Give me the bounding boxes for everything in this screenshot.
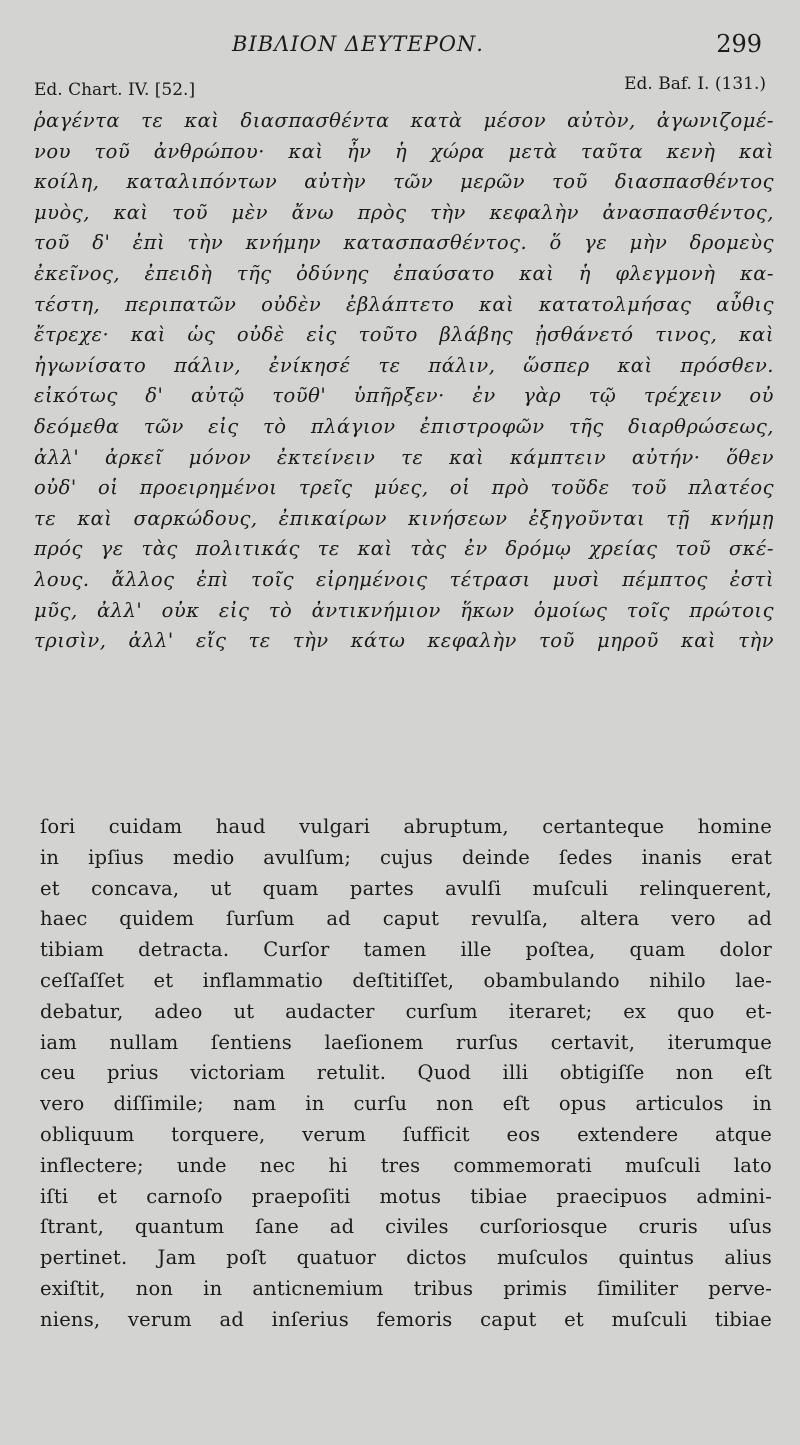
latin-text-line: pertinet. Jam poſt quatuor dictos muſculos quintus alius <box>40 1246 772 1270</box>
latin-text-line: et concava, ut quam partes avulſi muſculi relinquerent, <box>40 876 772 900</box>
latin-text-line: ceſſaſſet et inflammatio deſtitiſſet, obambulando nihilo lae- <box>40 968 772 992</box>
greek-text-line: ἠγωνίσατο πάλιν, ἐνίκησέ τε πάλιν, ὥσπερ καὶ πρόσθεν. <box>34 353 774 377</box>
page-number: 299 <box>716 30 762 58</box>
greek-text-line: οὐδ' οἱ προειρημένοι τρεῖς μύες, οἱ πρὸ τοῦδε τοῦ πλατέος <box>34 476 774 500</box>
edition-chart-reference: Ed. Chart. IV. [52.] <box>34 80 196 100</box>
latin-text-line: in ipſius medio avulſum; cujus deinde ſedes inanis erat <box>40 845 772 869</box>
greek-text-line: τε καὶ σαρκώδους, ἐπικαίρων κινήσεων ἐξηγοῦνται τῇ κνήμῃ <box>34 506 774 530</box>
latin-text-line: exiſtit, non in anticnemium tribus primis ſimiliter perve- <box>40 1276 772 1300</box>
greek-text-line: πρός γε τὰς πολιτικάς τε καὶ τὰς ἐν δρόμῳ χρείας τοῦ σκέ- <box>34 537 774 561</box>
greek-text-line: μῦς, ἀλλ' οὐκ εἰς τὸ ἀντικνήμιον ἥκων ὁμοίως τοῖς πρώτοις <box>34 598 774 622</box>
latin-text-line: tibiam detracta. Curſor tamen ille poſtea, quam dolor <box>40 938 772 962</box>
latin-text-line: inflectere; unde nec hi tres commemorati muſculi lato <box>40 1153 772 1177</box>
greek-text-block <box>34 106 774 657</box>
edition-references <box>0 74 800 104</box>
greek-text-line: τέστη, περιπατῶν οὐδὲν ἐβλάπτετο καὶ κατατολμήσας αὖθις <box>34 292 774 316</box>
greek-text-line: τοῦ δ' ἐπὶ τὴν κνήμην κατασπασθέντος. ὅ γε μὴν δρομεὺς <box>34 231 774 255</box>
greek-text-line: ῥαγέντα τε καὶ διασπασθέντα κατὰ μέσον αὐτὸν, ἀγωνιζομέ- <box>34 109 774 132</box>
greek-text-line: λους. ἄλλος ἐπὶ τοῖς εἰρημένοις τέτρασι μυσὶ πέμπτος ἐστὶ <box>34 567 774 591</box>
latin-text-block <box>40 812 772 1336</box>
latin-text-line: haec quidem ſurſum ad caput revulſa, altera vero ad <box>40 907 772 931</box>
greek-text-line: δεόμεθα τῶν εἰς τὸ πλάγιον ἐπιστροφῶν τῆς διαρθρώσεως, <box>34 414 774 438</box>
greek-text-line: μυὸς, καὶ τοῦ μὲν ἄνω πρὸς τὴν κεφαλὴν ἀνασπασθέντος, <box>34 200 774 224</box>
latin-text-line: iam nullam ſentiens laeſionem rurſus certavit, iterumque <box>40 1030 772 1054</box>
greek-text-line: τρισὶν, ἀλλ' εἴς τε τὴν κάτω κεφαλὴν τοῦ μηροῦ καὶ τὴν <box>34 629 774 653</box>
greek-text-line: κοίλη, καταλιπόντων αὐτὴν τῶν μερῶν τοῦ διασπασθέντος <box>34 170 774 194</box>
book-title: ΒΙΒΛΙΟΝ ΔΕΥΤΕΡΟΝ. <box>232 32 484 56</box>
latin-text-line: debatur, adeo ut audacter curſum iteraret; ex quo et- <box>40 999 772 1023</box>
latin-text-line: niens, verum ad inſerius femoris caput et muſculi tibiae <box>40 1307 772 1331</box>
running-head <box>0 28 800 62</box>
greek-text-line: ἀλλ' ἀρκεῖ μόνον ἐκτείνειν τε καὶ κάμπτειν αὐτήν· ὅθεν <box>34 445 774 469</box>
greek-text-line: ἔτρεχε· καὶ ὡς οὐδὲ εἰς τοῦτο βλάβης ᾐσθάνετό τινος, καὶ <box>34 323 774 347</box>
greek-text-line: ἐκεῖνος, ἐπειδὴ τῆς ὀδύνης ἐπαύσατο καὶ ἡ φλεγμονὴ κα- <box>34 261 774 285</box>
latin-text-line: vero diſſimile; nam in curſu non eſt opus articulos in <box>40 1092 772 1116</box>
latin-text-line: ſtrant, quantum ſane ad civiles curſoriosque cruris uſus <box>40 1215 772 1239</box>
greek-text-line: νου τοῦ ἀνθρώπου· καὶ ἦν ἡ χώρα μετὰ ταῦτα κενὴ καὶ <box>34 139 774 163</box>
greek-text-line: εἰκότως δ' αὐτῷ τοῦθ' ὑπῆρξεν· ἐν γὰρ τῷ τρέχειν οὐ <box>34 384 774 408</box>
latin-text-line: ceu prius victoriam retulit. Quod illi obtigiſſe non eſt <box>40 1061 772 1085</box>
latin-text-line: obliquum torquere, verum ſufficit eos extendere atque <box>40 1122 772 1146</box>
latin-text-line: ſori cuidam haud vulgari abruptum, certanteque homine <box>40 815 772 838</box>
latin-text-line: iſti et carnoſo praepoſiti motus tibiae praecipuos admini- <box>40 1184 772 1208</box>
edition-basel-reference: Ed. Baf. I. (131.) <box>624 74 766 94</box>
